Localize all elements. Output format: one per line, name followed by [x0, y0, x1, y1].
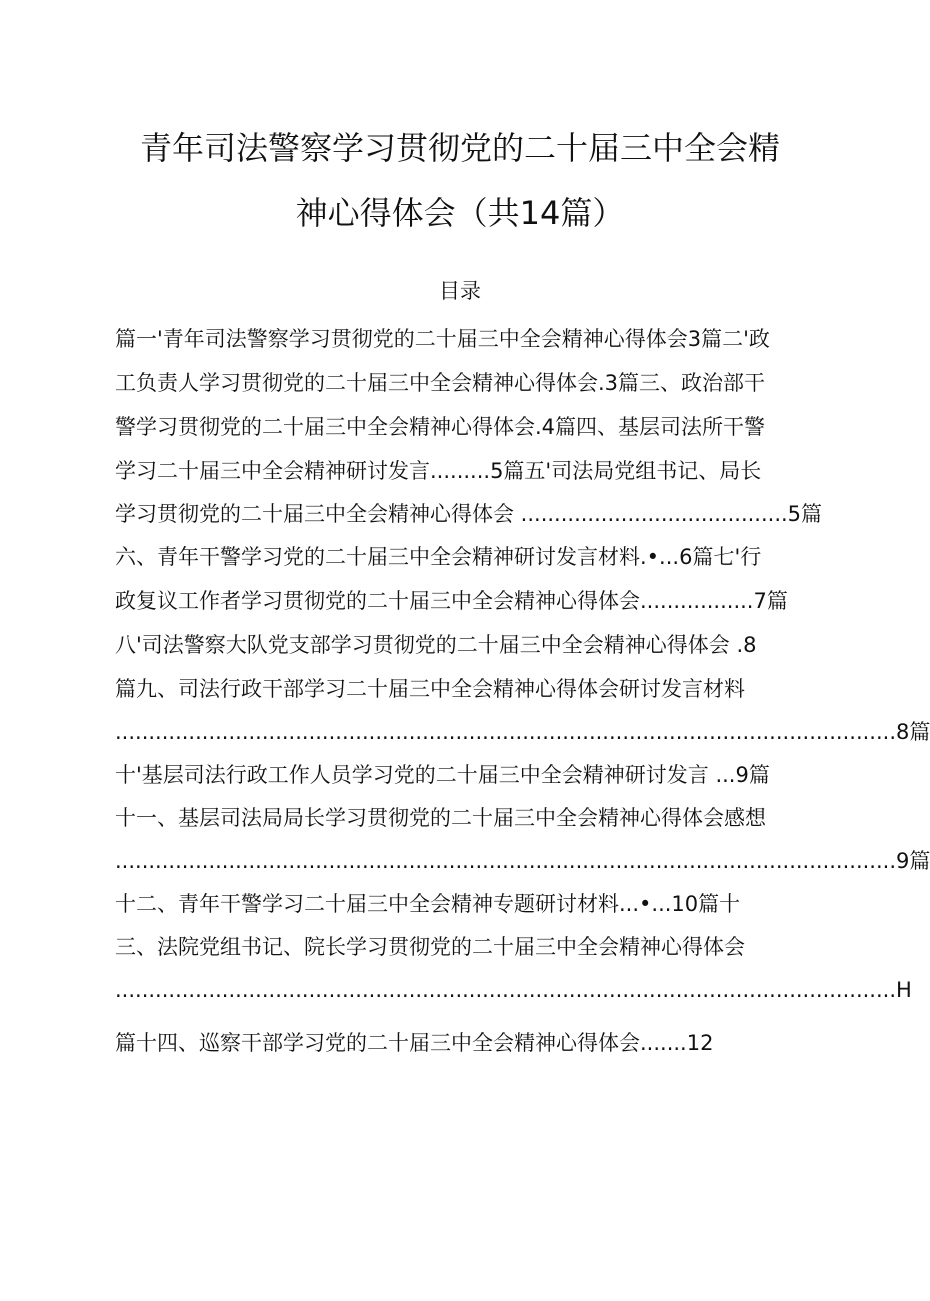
toc-line: 篇九、司法行政干部学习二十届三中全会精神心得体会研讨发言材料 — [115, 677, 745, 701]
toc-line: 篇十四、巡察干部学习党的二十届三中全会精神心得体会.......12 — [115, 1031, 714, 1055]
document-title-line-1: 青年司法警察学习贯彻党的二十届三中全会精 — [139, 129, 780, 167]
toc-heading: 目录 — [439, 279, 481, 303]
toc-line: 篇一'青年司法警察学习贯彻党的二十届三中全会精神心得体会3篇二'政 — [115, 327, 770, 351]
toc-line: 六、青年干警学习党的二十届三中全会精神研讨发言材料.•...6篇七'行 — [115, 545, 762, 569]
toc-line: .....................................................................................................................H — [115, 978, 912, 1002]
toc-line: 三、法院党组书记、院长学习贯彻党的二十届三中全会精神心得体会 — [115, 935, 745, 959]
toc-line: .....................................................................................................................8篇 — [115, 720, 930, 744]
toc-line: 十一、基层司法局局长学习贯彻党的二十届三中全会精神心得体会感想 — [115, 806, 766, 830]
toc-line: 工负责人学习贯彻党的二十届三中全会精神心得体会.3篇三、政治部干 — [115, 371, 766, 395]
toc-line: 十二、青年干警学习二十届三中全会精神专题研讨材料...•...10篇十 — [115, 892, 741, 916]
document-title-line-2: 神心得体会（共14篇） — [295, 194, 625, 232]
toc-line: 八'司法警察大队党支部学习贯彻党的二十届三中全会精神心得体会 .8 — [115, 633, 757, 657]
toc-line: 政复议工作者学习贯彻党的二十届三中全会精神心得体会.................7篇 — [115, 589, 788, 613]
toc-line: .....................................................................................................................9篇 — [115, 849, 930, 873]
toc-line: 十'基层司法行政工作人员学习党的二十届三中全会精神研讨发言 ...9篇 — [115, 763, 770, 787]
toc-line: 学习二十届三中全会精神研讨发言.........5篇五'司法局党组书记、局长 — [115, 459, 762, 483]
toc-line: 警学习贯彻党的二十届三中全会精神心得体会.4篇四、基层司法所干警 — [115, 415, 766, 439]
toc-line: 学习贯彻党的二十届三中全会精神心得体会 ........................................5篇 — [115, 502, 823, 526]
